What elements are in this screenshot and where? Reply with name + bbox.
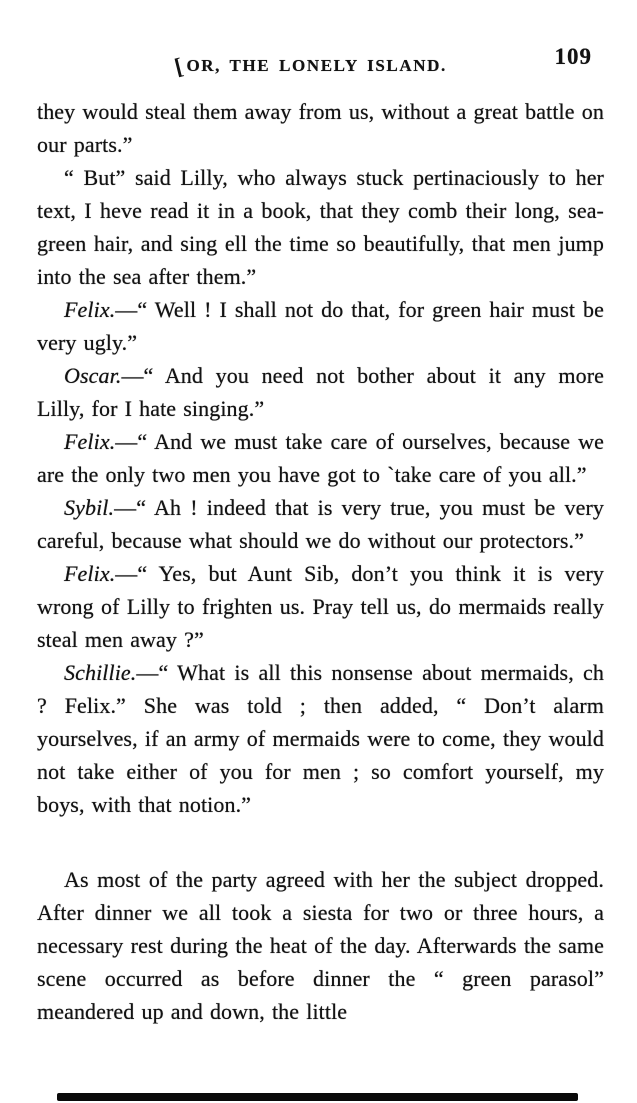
paragraph-text: —“ And we must take care of ourselves, because we are the only two men you have got to ˋtake care of you all.” [37,429,604,487]
paragraph-text: —“ Ah ! indeed that is very true, you must be very careful, because what should we do without our protectors.” [37,495,604,553]
paragraph-text: —“ Yes, but Aunt Sib, don’t you think it is very wrong of Lilly to frighten us. Pray tell us, do mermaids really steal men away ?” [37,561,604,652]
paragraph [37,863,604,1028]
paragraph-text: —“ And you need not bother about it any more Lilly, for I hate singing.” [37,363,604,421]
page-body [37,95,604,1028]
running-title: OR, THE LONELY ISLAND. [186,56,447,75]
page-bottom-scan-artifact [57,1093,578,1101]
paragraph [37,425,604,491]
paragraph-text: “ But” said Lilly, who always stuck pertinaciously to her text, I heve read it in a book, that they comb their long, sea-green hair, and sing ell the time so beautifully, that men jump into the sea after them.” [37,165,604,289]
paragraph [37,491,604,557]
paragraph-text: —“ Well ! I shall not do that, for green hair must be very ugly.” [37,297,604,355]
paragraph [37,656,604,821]
paragraph [37,95,604,161]
page-header [0,44,637,80]
speaker-name: Schillie. [64,660,137,685]
speaker-name: Sybil. [64,495,115,520]
page-number: 109 [554,44,592,69]
paragraph [37,161,604,293]
running-title-group [171,51,447,80]
speaker-name: Felix. [64,297,116,322]
paragraph [37,359,604,425]
paragraph-text: As most of the party agreed with her the subject dropped. After dinner we all took a siesta for two or three hours, a necessary rest during the heat of the day. Afterwards the same scene occurred as before dinner the “ green parasol” meandered up and down, the little [37,867,604,1024]
paragraph [37,293,604,359]
speaker-name: Oscar. [64,363,122,388]
speaker-name: Felix. [64,429,116,454]
speaker-name: Felix. [64,561,116,586]
paragraph [37,557,604,656]
paragraph-text: they would steal them away from us, without a great battle on our parts.” [37,99,604,157]
bracket-scan-artifact: [ [171,53,185,80]
paragraph-text: —“ What is all this nonsense about mermaids, ch ? Felix.” She was told ; then added, “ Don’t alarm yourselves, if an army of mermaids were to come, they would not take either of you for men ; so comfort yourself, my boys, with that notion.” [37,660,604,817]
